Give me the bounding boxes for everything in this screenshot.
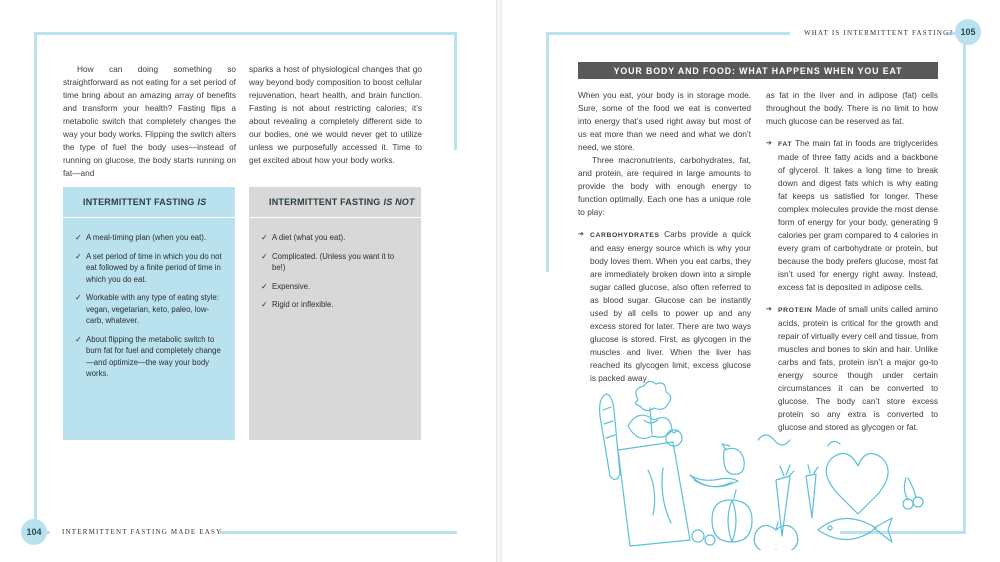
- list-item-text: A meal-timing plan (when you eat).: [86, 233, 207, 242]
- list-item: [261, 232, 409, 244]
- check-icon: ✓: [261, 233, 268, 242]
- list-item-text: About flipping the metabolic switch to burn fat for fuel and completely change—and optimize—the way your body works.: [86, 334, 221, 378]
- list-item: [75, 334, 223, 380]
- intro-paragraph-continued: sparks a host of physiological changes that go way beyond body composition to boost cellular rejuvenation, heart health, and brain function. Fasting is not about restricting calories; it’s about revealing a completely different side to our bodies, one we would never get to utilize unless we purposefully accessed it. Time to get excited about how your body works.: [249, 64, 422, 165]
- check-icon: ✓: [261, 251, 268, 261]
- arrow-icon: ➔: [578, 231, 584, 238]
- body-paragraph-continued: as fat in the liver and in adipose (fat) cells throughout the body. There is no limit to how much glucose can be reserved as fat.: [766, 90, 938, 126]
- intermittent-fasting-is-box: [63, 187, 235, 440]
- page-frame-left-edge: [454, 32, 457, 150]
- broccoli-icon: [635, 381, 670, 434]
- section-title: YOUR BODY AND FOOD: WHAT HAPPENS WHEN YOU EAT: [613, 65, 903, 76]
- intro-column-2: [249, 63, 422, 167]
- eggplant-icon: [722, 444, 744, 474]
- list-item-text: Expensive.: [272, 281, 311, 291]
- list-item: [75, 292, 223, 327]
- list-item: [75, 251, 223, 286]
- intermittent-fasting-is-not-box: [249, 187, 421, 440]
- baguette-icon: [600, 394, 620, 480]
- arrow-icon: ➔: [766, 306, 772, 313]
- check-icon: ✓: [75, 293, 82, 302]
- berry-icon: [692, 530, 704, 542]
- food-line-art-illustration: [578, 380, 938, 550]
- page-number-left: 104: [21, 519, 47, 545]
- intro-paragraph: How can doing something so straightforward as not eating for a set period of time bring about an amazing array of benefits and transform your health? Fasting flips a metabolic switch that completely changes the way your body works. Flipping the switch alters the type of fuel the body uses—instead of running on glucose, the body starts running on fat—and: [63, 64, 236, 178]
- arrow-icon: ➔: [766, 140, 772, 147]
- berry-icon: [705, 535, 715, 545]
- check-icon: ✓: [261, 281, 268, 291]
- box-is-title-emphasis: IS: [197, 197, 207, 207]
- fish-icon: [818, 518, 892, 542]
- page-frame-right-top: [546, 32, 790, 35]
- carbohydrates-text: Carbs provide a quick and easy energy source which is why your body loves them. When you eat carbs, they are immediately broken down into a simple sugar called glucose, also often referred to as blood sugar. Glucose can be instantly used by all cells to power up and any excess stored for later. There are two ways glucose is stored. First, as glycogen in the muscles and liver. When the liver has reached its glycogen limit, excess glucose is packed away: [590, 229, 751, 383]
- carbohydrates-term: CARBOHYDRATES: [590, 232, 660, 239]
- cherry-icon: [904, 478, 916, 500]
- list-item-text: A diet (what you eat).: [272, 233, 346, 242]
- right-column-1: [578, 89, 751, 385]
- carrot-icon: [806, 465, 818, 518]
- box-not-heading: [249, 187, 421, 218]
- banana-icon: [690, 475, 738, 487]
- section-title-bar: [578, 62, 938, 79]
- box-not-title: INTERMITTENT FASTING: [269, 197, 381, 207]
- running-footer: INTERMITTENT FASTING MADE EASY: [62, 528, 223, 536]
- page-frame-left-bottom: [220, 531, 457, 534]
- running-header: WHAT IS INTERMITTENT FASTING?: [804, 29, 954, 37]
- left-page: [0, 0, 496, 562]
- book-gutter: [496, 0, 502, 562]
- check-icon: ✓: [75, 233, 82, 242]
- box-is-heading: [63, 187, 235, 218]
- page-number-right: 105: [955, 19, 981, 45]
- box-is-title: INTERMITTENT FASTING: [83, 197, 195, 207]
- page-frame-right-left-edge: [546, 32, 549, 272]
- heart-icon: [826, 454, 888, 515]
- protein-term: PROTEIN: [778, 307, 813, 314]
- list-item: [75, 232, 223, 244]
- decorative-swirl: [758, 435, 840, 446]
- fat-text: The main fat in foods are triglycerides made of three fatty acids and a backbone of glycerol. It takes a long time to break down and digest fats which is why eating fat keeps us satisfied for longer. These complex molecules provide the most dense form of energy for your body, generating 9 calories per gram compared to 4 calories in every gram of carbohydrate or protein, but because the body prefers glucose, most fat isn’t used for energy right away. Instead, excess fat is deposited in adipose cells.: [778, 138, 938, 292]
- list-item-text: Workable with any type of eating style: vegan, vegetarian, keto, paleo, low-carb, whatever.: [86, 293, 219, 325]
- box-not-title-emphasis: IS NOT: [383, 197, 415, 207]
- intro-column-1: [63, 63, 236, 180]
- box-is-list: [63, 218, 235, 380]
- list-item: [261, 281, 409, 293]
- list-item: [261, 251, 409, 274]
- list-item: [261, 299, 409, 311]
- grocery-bag-icon: [618, 442, 690, 546]
- protein-text: Made of small units called amino acids, protein is critical for the growth and repair of virtually every cell and tissue, from muscles and bones to skin and hair. Unlike carbs and fats, protein isn’t a major go-to energy source though under certain circumstances it can be converted to glucose. The body can’t store excess protein so any extra is converted to glucose and stored as glycogen or fat.: [778, 304, 938, 432]
- pumpkin-icon: [712, 490, 752, 542]
- body-paragraph: Three macronutrients, carbohydrates, fat, and protein, are required in large amounts to provide the body with enough energy to function optimally. Each one has a unique role to play:: [578, 155, 751, 217]
- check-icon: ✓: [75, 251, 82, 261]
- fat-entry: [766, 137, 938, 294]
- lettuce-icon: [628, 415, 672, 438]
- box-not-list: [249, 218, 421, 311]
- carbohydrates-entry: [578, 228, 751, 385]
- check-icon: ✓: [261, 300, 268, 309]
- apple-icon: [754, 522, 798, 550]
- body-paragraph: When you eat, your body is in storage mode. Sure, some of the food we eat is converted into energy that’s used right away but most of us eat more than we need and what we don’t need, we store.: [578, 90, 751, 152]
- page-frame-right-edge: [963, 32, 966, 534]
- check-icon: ✓: [75, 334, 82, 344]
- list-item-text: Rigid or inflexible.: [272, 300, 334, 309]
- list-item-text: A set period of time in which you do not eat followed by a finite period of time in which you do eat.: [86, 251, 222, 284]
- fat-term: FAT: [778, 141, 793, 148]
- list-item-text: Complicated. (Unless you want it to be!): [272, 251, 395, 272]
